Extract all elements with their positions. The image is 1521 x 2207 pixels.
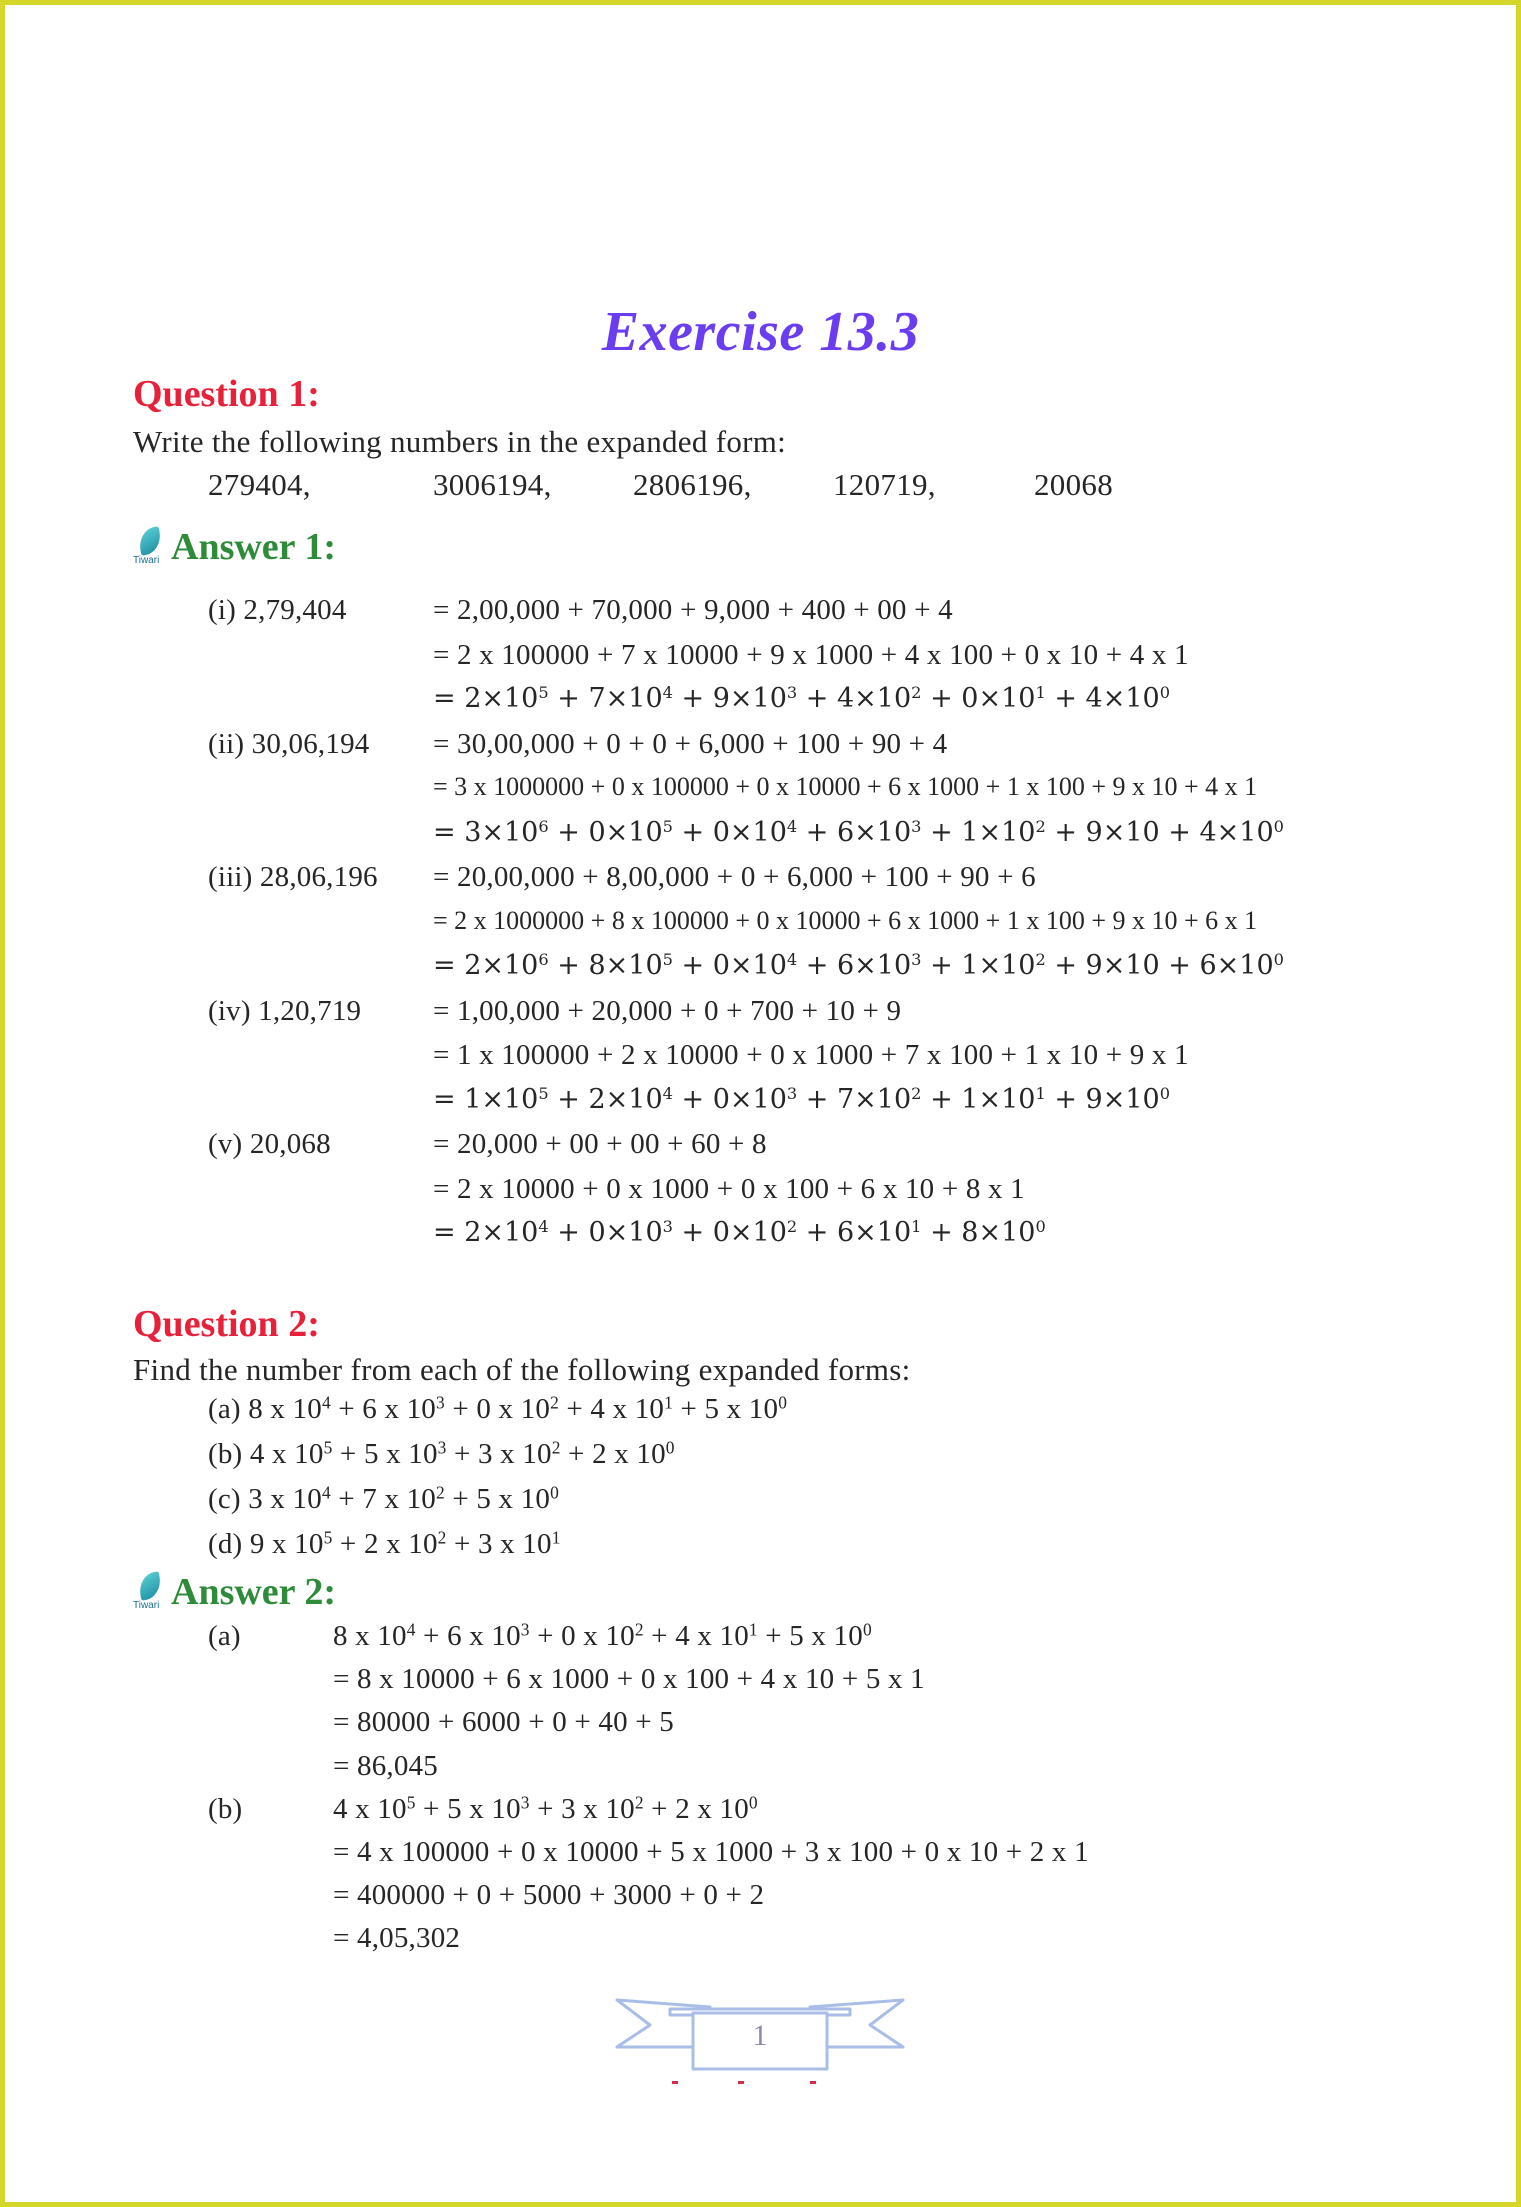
number-item: 120719, [833, 467, 936, 502]
answer-1-item-label: (iii) 28,06,196 [208, 861, 378, 893]
answer-1-label: Answer 1: [171, 526, 337, 568]
page-number: 1 [752, 2019, 768, 2052]
footer-dash [672, 2081, 678, 2084]
answer-1-item-label: (iv) 1,20,719 [208, 994, 362, 1027]
question-1-heading: Question 1: [133, 373, 320, 415]
answer-1-step-line: = 20,000 + 00 + 00 + 60 + 8 [433, 1128, 767, 1160]
number-item: 3006194, [433, 467, 552, 502]
question-2-item: (b) 4 x $10^5 + 5$ x $10^3 + 3$ x $10^2 + 2$ x $10^0$ [208, 1437, 675, 1470]
tiwari-logo-icon: Tiwari [133, 528, 165, 566]
tiwari-logo-icon: Tiwari [133, 1573, 165, 1611]
answer-2-step-line: 4 x $10^5 + 5$ x $10^3 + 3$ x $10^2 + 2$ x $10^0$ [333, 1792, 758, 1825]
answer-1-item-label: (i) 2,79,404 [208, 594, 347, 626]
answer-1-step-line: = $3\times 10^6 + 0\times 10^5 + 0\times 10^4 + 6\times 10^3 + 1\times 10^2 + 9\times 10 + 4\times 10^0$ [433, 816, 1284, 848]
answer-2-step-line: = 4 x 100000 + 0 x 10000 + 5 x 1000 + 3 x 100 + 0 x 10 + 2 x 1 [333, 1836, 1089, 1868]
answer-1-step-line: = 2 x 1000000 + 8 x 100000 + 0 x 10000 + 6 x 1000 + 1 x 100 + 9 x 10 + 6 x 1 [433, 905, 1258, 935]
answer-2-step-line: = 400000 + 0 + 5000 + 3000 + 0 + 2 [333, 1879, 765, 1912]
question-1-prompt: Write the following numbers in the expanded form: [133, 424, 787, 459]
exercise-title: Exercise 13.3 [601, 301, 920, 363]
question-2-item: (a) 8 x $10^4 + 6$ x $10^3 + 0$ x $10^2 + 4$ x $10^1 + 5$ x $10^0$ [208, 1392, 788, 1425]
answer-2-label: Answer 2: [171, 1571, 337, 1613]
answer-2-heading [133, 1570, 336, 1614]
number-item: 20068 [1034, 467, 1113, 502]
answer-1-step-line: = 2,00,000 + 70,000 + 9,000 + 400 + 00 + 4 [433, 594, 953, 626]
answer-2-step-line: = 8 x 10000 + 6 x 1000 + 0 x 100 + 4 x 10 + 5 x 1 [333, 1663, 925, 1696]
footer-dash [738, 2081, 744, 2084]
question-2-item: (d) 9 x $10^5 + 2$ x $10^2 + 3$ x $10^1$ [208, 1527, 561, 1560]
answer-2-item-label: (b) [208, 1792, 243, 1825]
page-number-ribbon [615, 1985, 905, 2075]
answer-1-item-label: (v) 20,068 [208, 1128, 331, 1160]
footer-dash [810, 2081, 816, 2084]
answer-1-step-line: = 30,00,000 + 0 + 0 + 6,000 + 100 + 90 + 4 [433, 727, 948, 760]
answer-2-step-line: = 4,05,302 [333, 1922, 461, 1955]
answer-1-step-line: = $1\times 10^5 + 2\times 10^4 + 0\times 10^3 + 7\times 10^2 + 1\times 10^1 + 9\times 10^0$ [433, 1083, 1171, 1115]
answer-1-step-line: = 2 x 10000 + 0 x 1000 + 0 x 100 + 6 x 10 + 8 x 1 [433, 1172, 1025, 1205]
answer-1-step-line: = $2\times 10^5 + 7\times 10^4 + 9\times 10^3 + 4\times 10^2 + 0\times 10^1 + 4\times 10^0$ [433, 683, 1171, 714]
answer-1-heading [133, 525, 336, 569]
answer-1-step-line: = 1,00,000 + 20,000 + 0 + 700 + 10 + 9 [433, 994, 902, 1027]
question-2-heading: Question 2: [133, 1303, 320, 1345]
answer-2-step-line: = 80000 + 6000 + 0 + 40 + 5 [333, 1706, 674, 1739]
answer-2-step-line: 8 x $10^4 + 6$ x $10^3 + 0$ x $10^2 + 4$ x $10^1 + 5$ x $10^0$ [333, 1619, 872, 1652]
answer-1-item-label: (ii) 30,06,194 [208, 727, 370, 760]
answer-1-step-line: = 2 x 100000 + 7 x 10000 + 9 x 1000 + 4 x 100 + 0 x 10 + 4 x 1 [433, 638, 1189, 671]
answer-2-step-line: = 86,045 [333, 1749, 438, 1782]
question-2-item: (c) 3 x $10^4 + 7$ x $10^2 + 5$ x $10^0$ [208, 1482, 559, 1515]
answer-1-step-line: = 3 x 1000000 + 0 x 100000 + 0 x 10000 + 6 x 1000 + 1 x 100 + 9 x 10 + 4 x 1 [433, 772, 1258, 801]
answer-2-item-label: (a) [208, 1620, 241, 1652]
answer-1-step-line: = $2\times 10^4 + 0\times 10^3 + 0\times 10^2 + 6\times 10^1 + 8\times 10^0$ [433, 1217, 1046, 1248]
number-item: 279404, [208, 467, 311, 502]
question-2-prompt: Find the number from each of the following expanded forms: [133, 1352, 911, 1387]
answer-1-step-line: = 1 x 100000 + 2 x 10000 + 0 x 1000 + 7 x 100 + 1 x 10 + 9 x 1 [433, 1039, 1189, 1071]
answer-1-step-line: = $2\times 10^6 + 8\times 10^5 + 0\times 10^4 + 6\times 10^3 + 1\times 10^2 + 9\times 10 + 6\times 10^0$ [433, 950, 1284, 981]
answer-1-step-line: = 20,00,000 + 8,00,000 + 0 + 6,000 + 100 + 90 + 6 [433, 861, 1036, 893]
question-1-numbers [0, 467, 1521, 507]
number-item: 2806196, [633, 467, 752, 502]
